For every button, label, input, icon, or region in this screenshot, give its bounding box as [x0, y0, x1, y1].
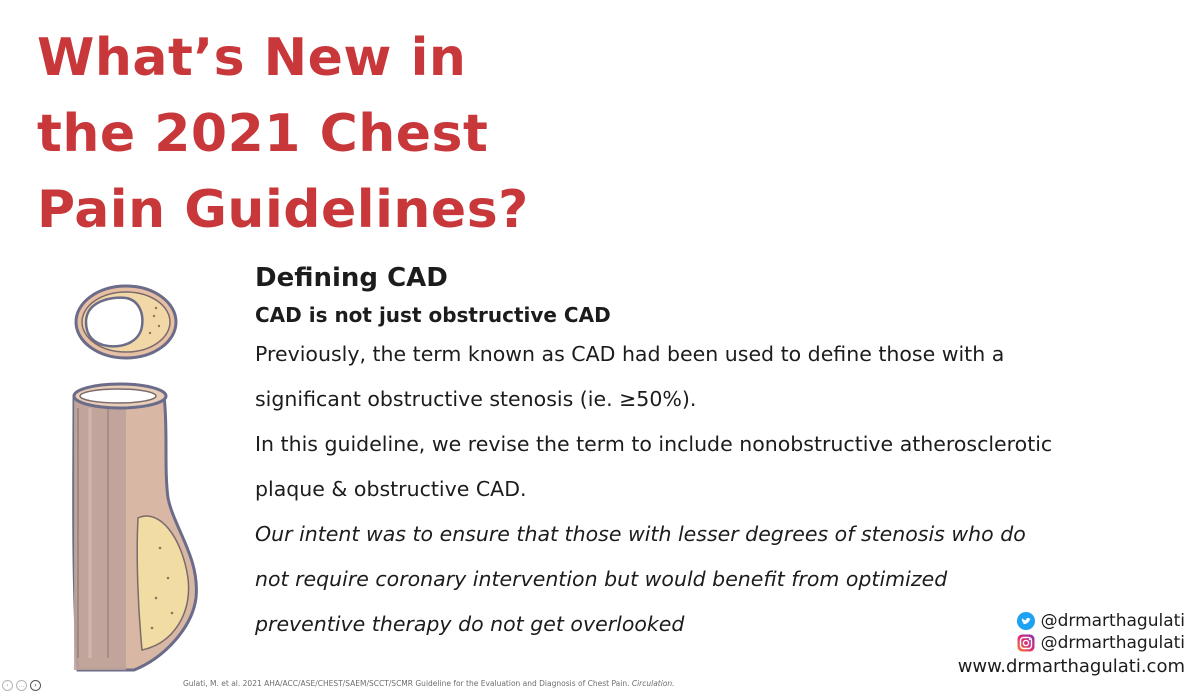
twitter-handle: @drmarthagulati: [1040, 611, 1185, 631]
slide-navigation: [2, 680, 41, 691]
twitter-row[interactable]: [958, 610, 1185, 632]
body-line: significant obstructive stenosis (ie. ≥50%).: [255, 387, 697, 411]
body-line: plaque & obstructive CAD.: [255, 477, 527, 501]
body-line: Previously, the term known as CAD had been used to define those with a: [255, 342, 1005, 366]
body-line: In this guideline, we revise the term to include nonobstructive atherosclerotic: [255, 432, 1053, 456]
title-line: What’s New in: [37, 28, 467, 88]
slide-content: [255, 256, 1185, 647]
website-link[interactable]: www.drmarthagulati.com: [957, 656, 1185, 677]
social-links: [958, 610, 1185, 680]
slide-title: [37, 20, 677, 248]
instagram-handle: @drmarthagulati: [1040, 633, 1185, 653]
slide-menu-icon[interactable]: …: [16, 680, 27, 691]
italic-line: not require coronary intervention but would benefit from optimized: [255, 567, 948, 591]
italic-line: Our intent was to ensure that those with lesser degrees of stenosis who do: [255, 522, 1026, 546]
artery-illustration: [64, 278, 204, 678]
instagram-icon: [1017, 634, 1035, 652]
italic-line: preventive therapy do not get overlooked: [255, 612, 685, 636]
citation: [183, 679, 675, 688]
title-line: the 2021 Chest: [37, 104, 489, 164]
citation-text: Gulati, M. et al. 2021 AHA/ACC/ASE/CHEST/SAEM/SCCT/SCMR Guideline for the Evaluation and Diagnosis of Chest Pain.: [183, 679, 630, 688]
instagram-row[interactable]: [958, 632, 1185, 654]
section-subheading: CAD is not just obstructive CAD: [255, 303, 611, 327]
prev-slide-icon[interactable]: ‹: [2, 680, 13, 691]
citation-journal: Circulation.: [631, 679, 675, 688]
section-heading: Defining CAD: [255, 263, 448, 293]
twitter-icon: [1017, 612, 1035, 630]
next-slide-icon[interactable]: ›: [30, 680, 41, 691]
title-line: Pain Guidelines?: [37, 180, 529, 240]
